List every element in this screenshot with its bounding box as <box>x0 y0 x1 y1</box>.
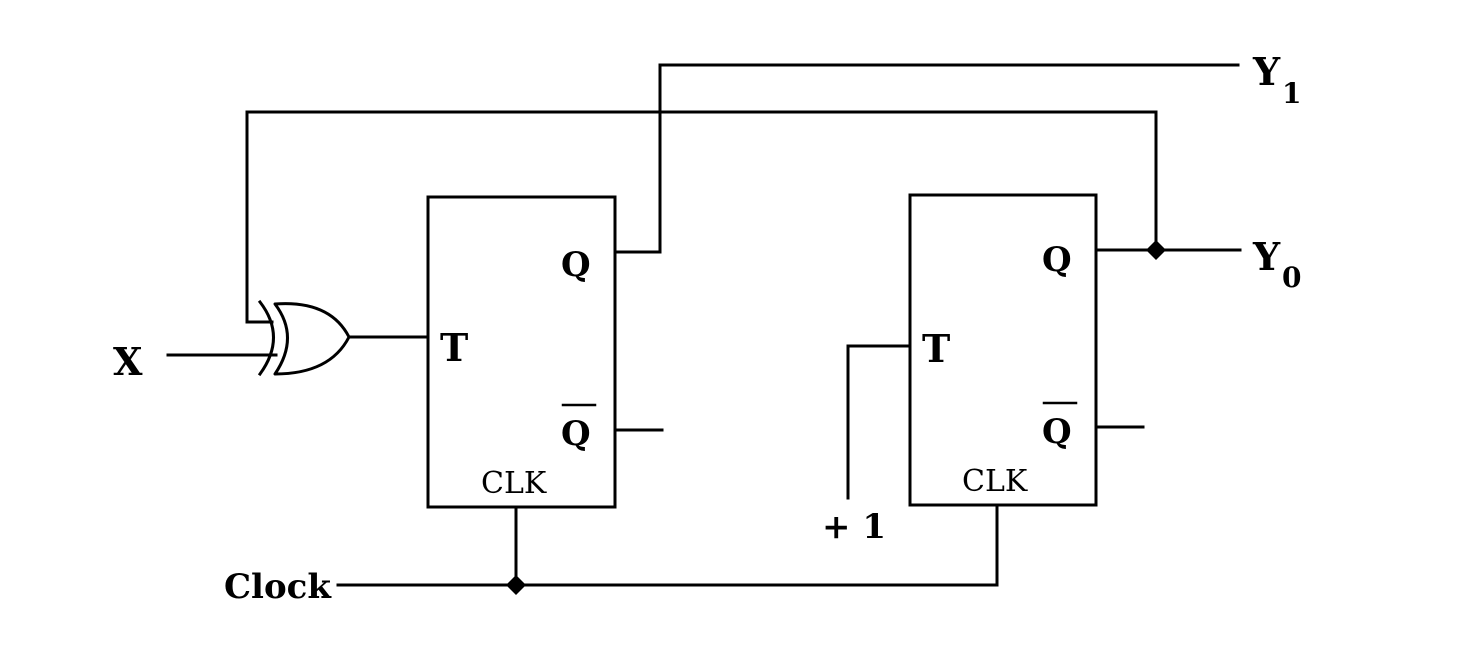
ff2-clk-label: CLK <box>962 464 1028 499</box>
ff1-clk-label: CLK <box>481 466 547 501</box>
plus-one-label: + 1 <box>822 507 886 547</box>
clock-label: Clock <box>224 567 331 607</box>
output-y1-subscript: 1 <box>1282 77 1302 110</box>
ff2-q-label: Q <box>1042 240 1072 280</box>
junction-dot-clock <box>506 575 526 595</box>
ff1-q-label: Q <box>561 245 591 285</box>
t-flip-flop-2 <box>910 195 1096 505</box>
xor-gate <box>260 302 349 374</box>
t-flip-flop-1 <box>428 197 615 507</box>
output-y1-label <box>1252 49 1301 110</box>
wire-clock-main <box>338 505 997 585</box>
wire-plus-one-to-t <box>848 346 910 498</box>
output-y1-base: Y <box>1253 49 1281 94</box>
output-y0-label <box>1252 234 1301 294</box>
output-y0-base: Y <box>1253 234 1281 279</box>
junction-dot-y0 <box>1146 240 1166 260</box>
xor-gate-back-arc <box>260 302 274 374</box>
ff1-t-label: T <box>440 325 469 370</box>
xor-gate-body <box>275 304 349 374</box>
output-y0-subscript: 0 <box>1282 261 1302 294</box>
input-x-label: X <box>113 339 143 384</box>
ff2-qbar-label: Q <box>1042 412 1072 452</box>
ff2-t-label: T <box>922 326 951 371</box>
ff1-qbar-label: Q <box>561 414 591 454</box>
